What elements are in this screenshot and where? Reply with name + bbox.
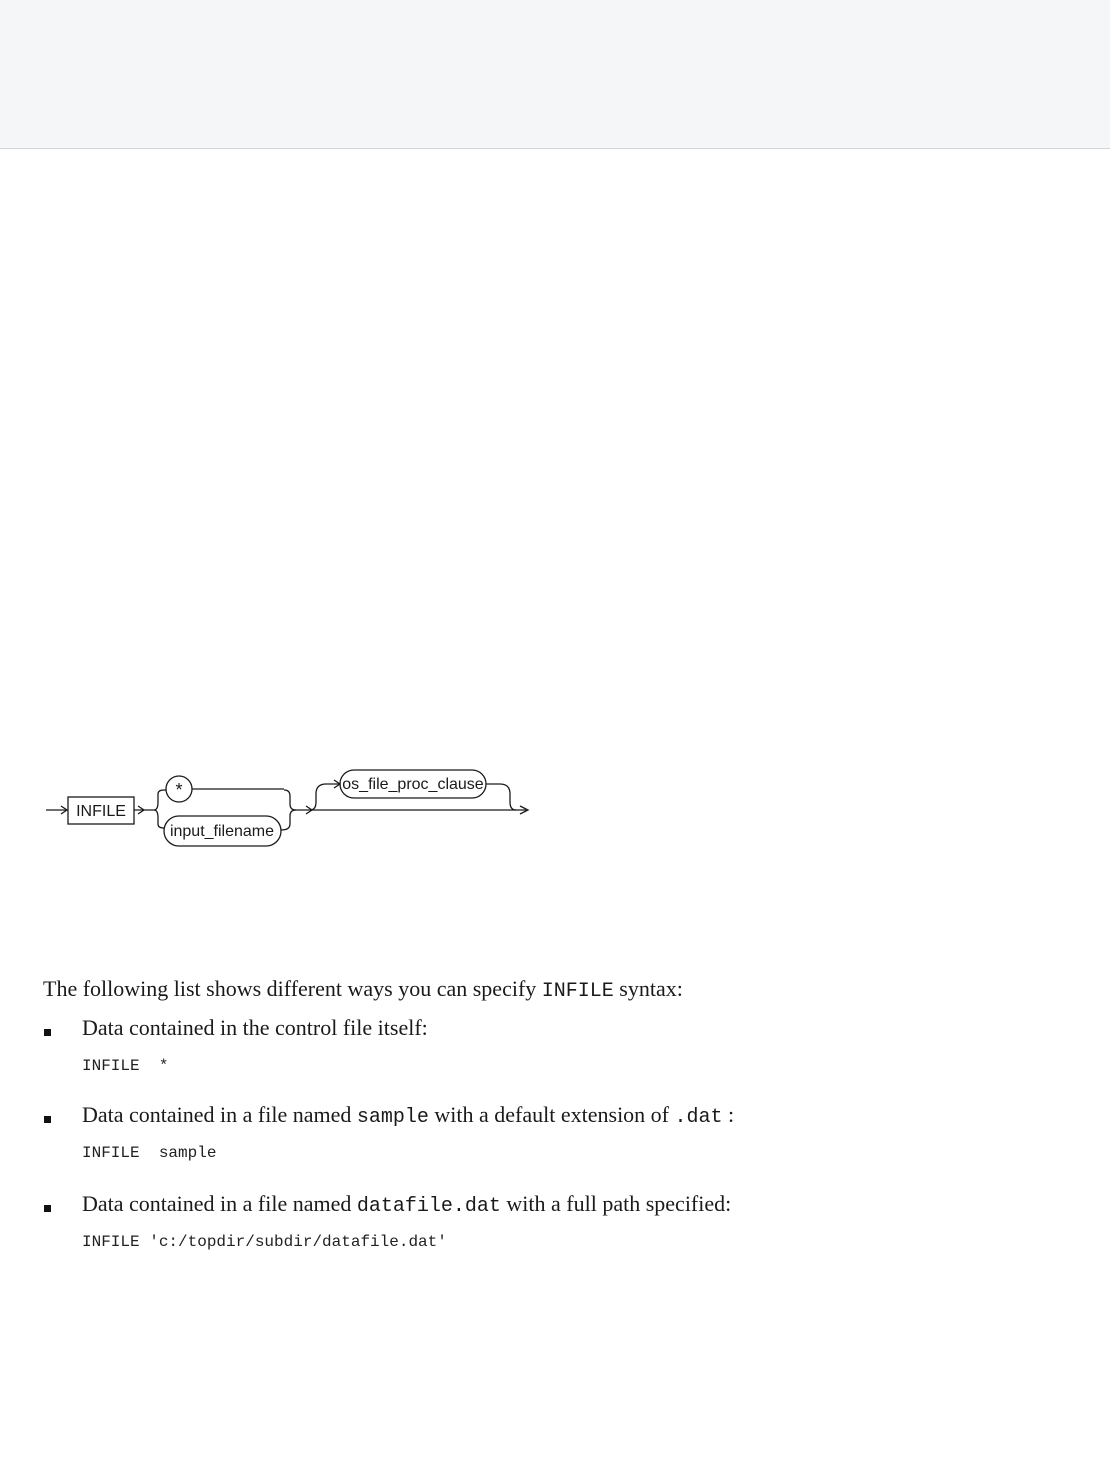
input-filename-label: input_filename — [169, 823, 275, 840]
bullet-icon — [44, 1116, 51, 1123]
bullet-icon — [44, 1205, 51, 1212]
intro-text-before: The following list shows different ways you can specify — [43, 976, 542, 1001]
infile-keyword-label: INFILE — [76, 803, 126, 820]
code-example: INFILE sample — [82, 1144, 217, 1162]
list-item-text: Data contained in the control file itself: — [82, 1015, 428, 1040]
list-item-text: Data contained in a file named datafile.dat with a full path specified: — [82, 1191, 732, 1218]
top-bar — [0, 0, 1110, 149]
code-example: INFILE 'c:/topdir/subdir/datafile.dat' — [82, 1233, 447, 1251]
list-item-text: Data contained in a file named sample with a default extension of .dat : — [82, 1102, 735, 1129]
infile-syntax-diagram — [40, 760, 540, 860]
intro-text-after: syntax: — [613, 976, 683, 1001]
bullet-icon — [44, 1029, 51, 1036]
code-example: INFILE * — [82, 1057, 169, 1075]
intro-code: INFILE — [541, 980, 614, 1003]
star-label: * — [175, 780, 183, 800]
os-file-proc-clause-label: os_file_proc_clause — [342, 776, 484, 793]
intro-paragraph — [43, 976, 683, 1003]
